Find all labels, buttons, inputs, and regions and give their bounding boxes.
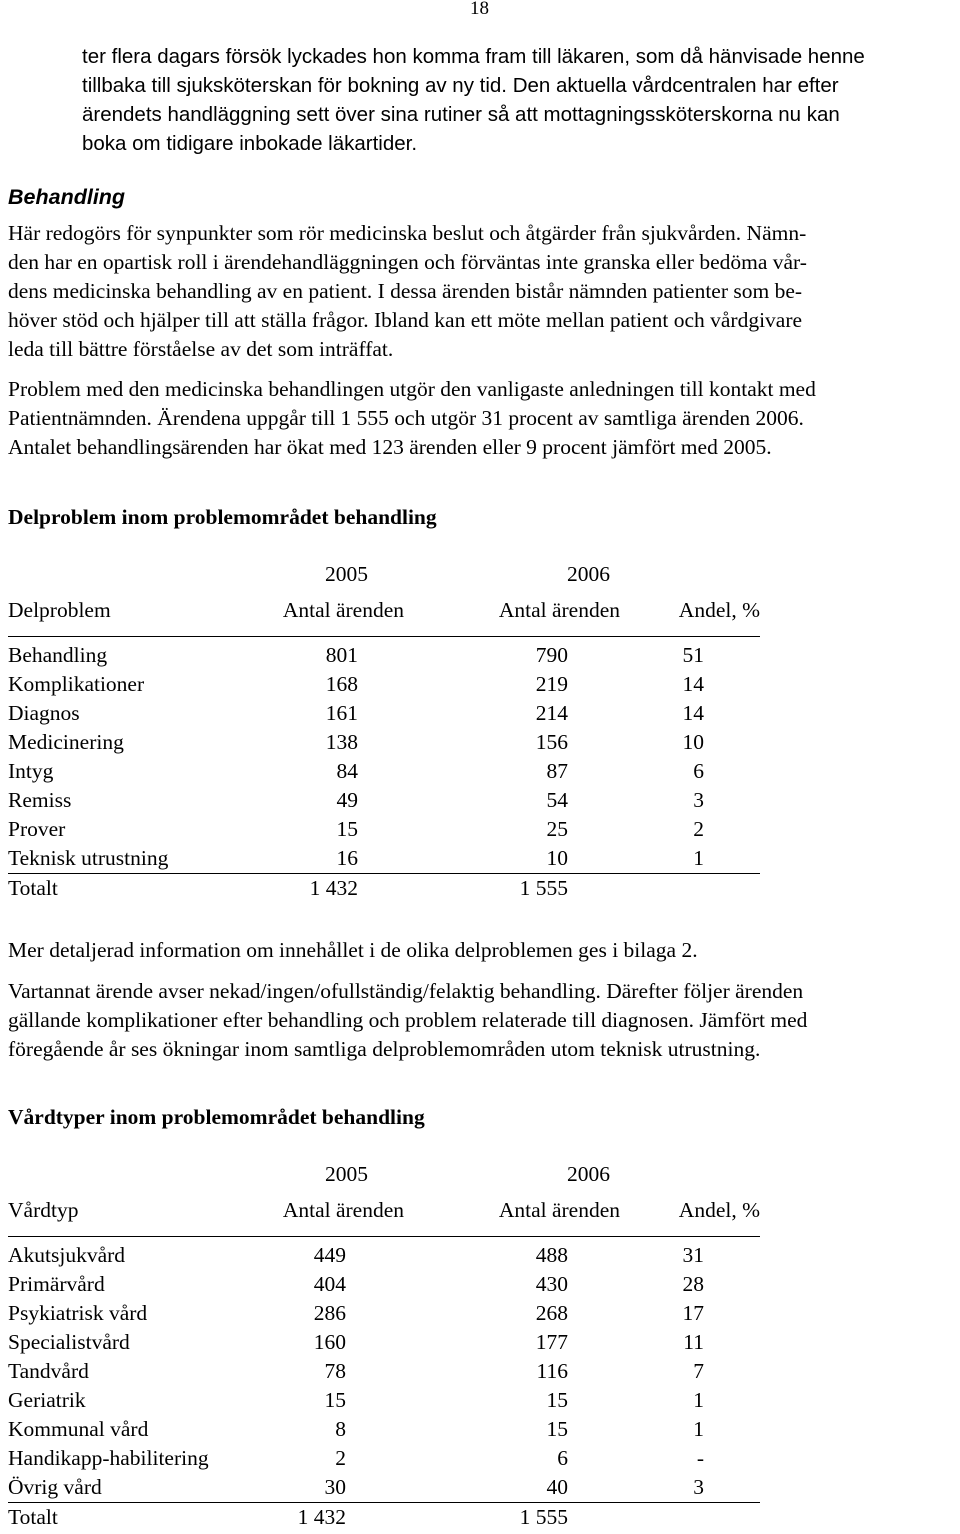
cell-value: 1 <box>693 1388 704 1412</box>
cell-value: 1 555 <box>519 876 568 900</box>
text-line: leda till bättre förståelse av det som inträffat. <box>8 337 394 361</box>
text-line: ter flera dagars försök lyckades hon komma fram till läkaren, som då hänvisade henne <box>82 45 865 68</box>
text-line: gällande komplikationer efter behandling och problem relaterade till diagnosen. Jämfört med <box>8 1008 808 1032</box>
text-line: föregående år ses ökningar inom samtliga delproblemområden utom teknisk utrustning. <box>8 1037 761 1061</box>
cell-value: 801 <box>244 637 404 671</box>
total-row <box>8 1503 760 1533</box>
cell-value: 214 <box>535 701 568 725</box>
cell-value: 51 <box>620 637 760 671</box>
year-2005: 2005 <box>325 562 368 586</box>
column-header: Delproblem <box>8 598 111 622</box>
paragraph-appendix-note <box>8 936 956 965</box>
cell-value: 268 <box>535 1301 568 1325</box>
cell-value: - <box>696 1446 704 1470</box>
cell-value: 15 <box>546 1417 568 1441</box>
table-row <box>8 1415 760 1444</box>
cell-value: 156 <box>535 730 568 754</box>
text-line: ärendets handläggning sett över sina rutiner så att mottagningssköterskorna nu kan <box>82 103 840 126</box>
column-header: Vårdtyp <box>8 1198 79 1222</box>
text-line: boka om tidigare inbokade läkartider. <box>82 132 418 155</box>
cell-label: Kommunal vård <box>8 1417 149 1441</box>
cell-value: 1 432 <box>297 1505 346 1529</box>
paragraph-statistics <box>8 375 956 462</box>
table-row <box>8 1270 760 1299</box>
cell-value: 2 <box>693 817 704 841</box>
table-row <box>8 1444 760 1473</box>
column-header: Antal ärenden <box>282 1198 404 1222</box>
cell-value: 138 <box>325 730 358 754</box>
cell-value: 31 <box>620 1237 760 1271</box>
cell-value: 14 <box>682 701 704 725</box>
column-header: Antal ärenden <box>282 598 404 622</box>
cell-value: 11 <box>683 1330 704 1354</box>
column-header: Antal ärenden <box>498 598 620 622</box>
cell-value: 15 <box>324 1388 346 1412</box>
table-row <box>8 844 760 874</box>
cell-value: 6 <box>693 759 704 783</box>
cell-value: 25 <box>546 817 568 841</box>
cell-label: Behandling <box>8 637 244 671</box>
cell-value: 16 <box>244 844 404 874</box>
cell-value: 30 <box>244 1473 404 1503</box>
cell-value: 1 <box>693 1417 704 1441</box>
text-line: tillbaka till sjuksköterskan för bokning av ny tid. Den aktuella vårdcentralen har efter <box>82 74 839 97</box>
cell-label: Komplikationer <box>8 672 145 696</box>
year-2005: 2005 <box>325 1162 368 1186</box>
cell-value: 2 <box>335 1446 346 1470</box>
cell-label: Handikapp-habilitering <box>8 1446 209 1470</box>
year-2006: 2006 <box>567 562 610 586</box>
cell-value: 404 <box>313 1272 346 1296</box>
cell-value: 160 <box>313 1330 346 1354</box>
cell-value: 6 <box>557 1446 568 1470</box>
text-line: Antalet behandlingsärenden har ökat med 123 ärenden eller 9 procent jämfört med 2005. <box>8 435 772 459</box>
cell-label: Totalt <box>8 876 58 900</box>
section-heading: Behandling <box>8 185 126 209</box>
cell-label: Medicinering <box>8 730 124 754</box>
cell-label: Geriatrik <box>8 1388 86 1412</box>
table-row <box>8 637 760 671</box>
cell-value: 10 <box>682 730 704 754</box>
table-row <box>8 699 760 728</box>
care-type-table <box>8 1160 760 1532</box>
subproblem-table <box>8 560 760 903</box>
cell-value: 7 <box>693 1359 704 1383</box>
cell-value: 1 555 <box>519 1505 568 1529</box>
text-line: Problem med den medicinska behandlingen utgör den vanligaste anledningen till kontakt med <box>8 377 816 401</box>
cell-value: 8 <box>335 1417 346 1441</box>
column-header: Antal ärenden <box>498 1198 620 1222</box>
cell-label: Psykiatrisk vård <box>8 1301 148 1325</box>
cell-value: 449 <box>244 1237 404 1271</box>
cell-value: 84 <box>336 759 358 783</box>
cell-value: 1 <box>620 844 760 874</box>
intro-paragraph <box>82 42 956 158</box>
table-row <box>8 1386 760 1415</box>
cell-value: 10 <box>404 844 620 874</box>
cell-value: 87 <box>546 759 568 783</box>
cell-value: 78 <box>324 1359 346 1383</box>
cell-label: Remiss <box>8 788 72 812</box>
paragraph-treatment-description <box>8 219 956 364</box>
cell-value: 15 <box>546 1388 568 1412</box>
table1-title: Delproblem inom problemområdet behandling <box>8 505 437 529</box>
cell-value: 14 <box>682 672 704 696</box>
cell-label: Teknisk utrustning <box>8 844 244 874</box>
cell-label: Diagnos <box>8 701 80 725</box>
cell-value: 219 <box>535 672 568 696</box>
table-row <box>8 1328 760 1357</box>
cell-value: 54 <box>546 788 568 812</box>
page-number: 18 <box>470 0 489 19</box>
table-row <box>8 786 760 815</box>
cell-value: 168 <box>325 672 358 696</box>
cell-value: 40 <box>404 1473 620 1503</box>
text-line: Mer detaljerad information om innehållet i de olika delproblemen ges i bilaga 2. <box>8 938 698 962</box>
column-header: Andel, % <box>678 1198 760 1222</box>
cell-label: Övrig vård <box>8 1473 244 1503</box>
text-line: dens medicinska behandling av en patient. I dessa ärenden bistår nämnden patienter som be- <box>8 279 803 303</box>
column-header: Andel, % <box>678 598 760 622</box>
cell-label: Specialistvård <box>8 1330 130 1354</box>
total-row <box>8 874 760 904</box>
text-line: den har en opartisk roll i ärendehandläggningen och förväntas inte granska eller bedöma vår- <box>8 250 807 274</box>
table-row <box>8 1237 760 1271</box>
paragraph-analysis <box>8 977 956 1064</box>
cell-value: 286 <box>313 1301 346 1325</box>
cell-value: 116 <box>536 1359 568 1383</box>
text-line: höver stöd och hjälper till att ställa frågor. Ibland kan ett möte mellan patient och vårdgivare <box>8 308 803 332</box>
table-row <box>8 1299 760 1328</box>
table-row <box>8 1357 760 1386</box>
cell-value: 177 <box>535 1330 568 1354</box>
cell-label: Totalt <box>8 1505 58 1529</box>
cell-value: 3 <box>693 788 704 812</box>
table-row <box>8 815 760 844</box>
cell-value: 28 <box>682 1272 704 1296</box>
cell-value: 15 <box>336 817 358 841</box>
text-line: Här redogörs för synpunkter som rör medicinska beslut och åtgärder från sjukvården. Nämn- <box>8 221 807 245</box>
cell-label: Tandvård <box>8 1359 89 1383</box>
table-row <box>8 757 760 786</box>
table-row <box>8 1473 760 1503</box>
cell-value: 161 <box>325 701 358 725</box>
cell-value: 1 432 <box>309 876 358 900</box>
cell-value: 49 <box>336 788 358 812</box>
cell-label: Intyg <box>8 759 54 783</box>
cell-value: 488 <box>404 1237 620 1271</box>
text-line: Vartannat ärende avser nekad/ingen/ofullständig/felaktig behandling. Därefter följer ärenden <box>8 979 804 1003</box>
text-line: Patientnämnden. Ärendena uppgår till 1 555 och utgör 31 procent av samtliga ärenden 2006. <box>8 406 804 430</box>
cell-value: 430 <box>535 1272 568 1296</box>
cell-value: 17 <box>682 1301 704 1325</box>
cell-label: Primärvård <box>8 1272 105 1296</box>
cell-label: Prover <box>8 817 66 841</box>
cell-value: 790 <box>404 637 620 671</box>
cell-value: 3 <box>620 1473 760 1503</box>
table-row <box>8 728 760 757</box>
cell-label: Akutsjukvård <box>8 1237 244 1271</box>
table-row <box>8 670 760 699</box>
table2-title: Vårdtyper inom problemområdet behandling <box>8 1105 425 1129</box>
year-2006: 2006 <box>567 1162 610 1186</box>
